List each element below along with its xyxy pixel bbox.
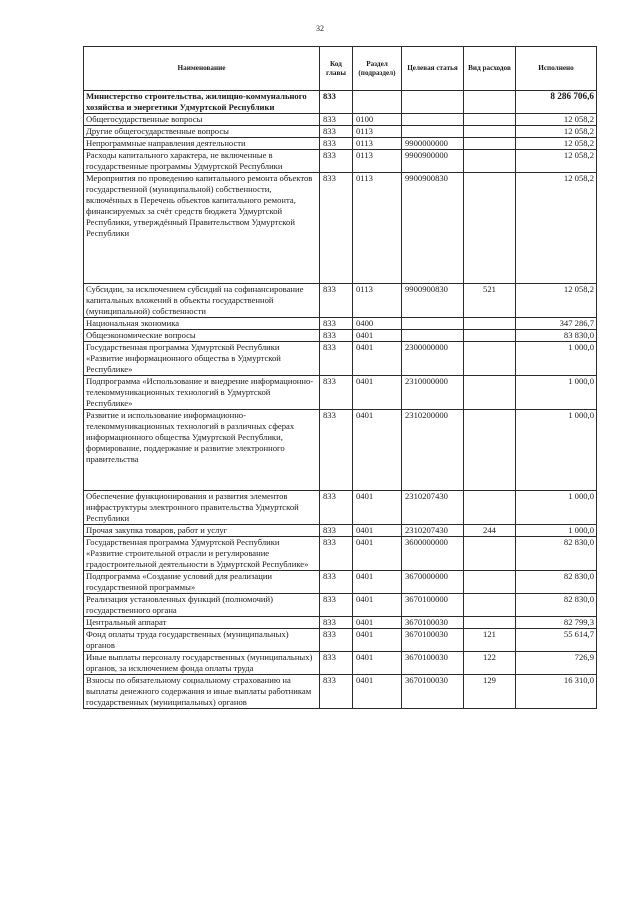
cell-code: 833 [320,173,353,284]
cell-target: 2310200000 [402,410,464,491]
table-row [84,91,597,114]
cell-type [464,318,516,330]
cell-target: 9900900000 [402,150,464,173]
table-row [84,594,597,617]
cell-code: 833 [320,537,353,571]
cell-section: 0401 [353,629,402,652]
cell-executed: 82 830,0 [516,571,597,594]
cell-target: 3670100030 [402,675,464,709]
cell-name: Национальная экономика [84,318,320,330]
cell-target: 2310000000 [402,376,464,410]
cell-executed: 347 286,7 [516,318,597,330]
cell-type [464,491,516,525]
cell-name: Государственная программа Удмуртской Республики «Развитие строительной отрасли и регулирование градостроительной деятельности в Удмуртской Республике» [84,537,320,571]
table-row [84,537,597,571]
cell-type: 129 [464,675,516,709]
table-row [84,376,597,410]
cell-name: Другие общегосударственные вопросы [84,126,320,138]
cell-executed: 1 000,0 [516,410,597,491]
cell-type [464,126,516,138]
cell-executed: 12 058,2 [516,284,597,318]
cell-section: 0113 [353,150,402,173]
cell-target [402,318,464,330]
cell-type [464,150,516,173]
cell-name: Министерство строительства, жилищно-коммунального хозяйства и энергетики Удмуртской Республики [84,91,320,114]
cell-name: Фонд оплаты труда государственных (муниципальных) органов [84,629,320,652]
table-row [84,571,597,594]
cell-name: Общеэкономические вопросы [84,330,320,342]
cell-code: 833 [320,525,353,537]
cell-section: 0401 [353,617,402,629]
cell-name: Субсидии, за исключением субсидий на софинансирование капитальных вложений в объекты государственной (муниципальной) собственности [84,284,320,318]
cell-code: 833 [320,629,353,652]
cell-section: 0113 [353,126,402,138]
cell-type: 122 [464,652,516,675]
cell-executed: 82 830,0 [516,594,597,617]
cell-target: 2300000000 [402,342,464,376]
header-executed: Исполнено [516,47,597,91]
cell-target: 2310207430 [402,491,464,525]
table-row [84,629,597,652]
cell-code: 833 [320,617,353,629]
cell-name: Развитие и использование информационно-телекоммуникационных технологий в различных сферах информационного общества Удмуртской Республики, формирование, поддержание и развитие электронного правительства [84,410,320,491]
cell-target: 3600000000 [402,537,464,571]
cell-section: 0401 [353,525,402,537]
cell-code: 833 [320,342,353,376]
cell-executed: 1 000,0 [516,525,597,537]
cell-code: 833 [320,594,353,617]
cell-target [402,91,464,114]
cell-target: 9900000000 [402,138,464,150]
cell-executed: 1 000,0 [516,342,597,376]
cell-type [464,376,516,410]
cell-section [353,91,402,114]
cell-executed: 82 799,3 [516,617,597,629]
cell-type [464,91,516,114]
cell-code: 833 [320,330,353,342]
table-row [84,173,597,284]
cell-code: 833 [320,410,353,491]
cell-type [464,114,516,126]
cell-target [402,114,464,126]
cell-type [464,617,516,629]
cell-name: Взносы по обязательному социальному страхованию на выплаты денежного содержания и иные выплаты работникам государственных (муниципальных) органов [84,675,320,709]
table-row [84,525,597,537]
cell-section: 0401 [353,537,402,571]
cell-executed: 1 000,0 [516,376,597,410]
cell-executed: 82 830,0 [516,537,597,571]
table-row [84,410,597,491]
cell-section: 0113 [353,138,402,150]
cell-section: 0401 [353,376,402,410]
cell-name: Общегосударственные вопросы [84,114,320,126]
cell-target: 9900900830 [402,173,464,284]
cell-code: 833 [320,652,353,675]
cell-code: 833 [320,675,353,709]
cell-target [402,330,464,342]
cell-name: Расходы капитального характера, не включенные в государственные программы Удмуртской Республики [84,150,320,173]
cell-section: 0401 [353,330,402,342]
cell-executed: 55 614,7 [516,629,597,652]
cell-target [402,126,464,138]
cell-target: 3670000000 [402,571,464,594]
budget-table [83,46,597,709]
page-number: 32 [316,24,324,33]
cell-code: 833 [320,114,353,126]
cell-code: 833 [320,491,353,525]
cell-executed: 12 058,2 [516,150,597,173]
cell-code: 833 [320,284,353,318]
cell-name: Обеспечение функционирования и развития элементов инфраструктуры электронного правительства Удмуртской Республики [84,491,320,525]
cell-name: Непрограммные направления деятельности [84,138,320,150]
cell-type [464,173,516,284]
cell-section: 0100 [353,114,402,126]
cell-section: 0113 [353,284,402,318]
cell-executed: 12 058,2 [516,173,597,284]
cell-section: 0401 [353,571,402,594]
table-row [84,330,597,342]
cell-type [464,571,516,594]
table-row [84,491,597,525]
cell-code: 833 [320,318,353,330]
table-row [84,284,597,318]
cell-target: 2310207430 [402,525,464,537]
table-row [84,652,597,675]
cell-section: 0401 [353,675,402,709]
cell-target: 9900900830 [402,284,464,318]
table-row [84,150,597,173]
cell-type [464,330,516,342]
cell-target: 3670100000 [402,594,464,617]
table-header-row [84,47,597,91]
cell-target: 3670100030 [402,629,464,652]
cell-type [464,537,516,571]
header-code: Код главы [320,47,353,91]
cell-code: 833 [320,150,353,173]
cell-target: 3670100030 [402,652,464,675]
cell-section: 0401 [353,652,402,675]
header-name: Наименование [84,47,320,91]
cell-name: Мероприятия по проведению капитального ремонта объектов государственной (муниципальной) собственности, включённых в Перечень объектов капитального ремонта, финансируемых за счёт средств бюджета Удмуртской Республики, утверждённый Правительством Удмуртской Республики [84,173,320,284]
cell-name: Иные выплаты персоналу государственных (муниципальных) органов, за исключением фонда оплаты труда [84,652,320,675]
cell-executed: 726,9 [516,652,597,675]
table-row [84,675,597,709]
cell-section: 0113 [353,173,402,284]
cell-type: 121 [464,629,516,652]
cell-name: Реализация установленных функций (полномочий) государственного органа [84,594,320,617]
cell-executed: 12 058,2 [516,114,597,126]
cell-section: 0401 [353,491,402,525]
cell-code: 833 [320,91,353,114]
cell-type [464,138,516,150]
cell-name: Подпрограмма «Создание условий для реализации государственной программы» [84,571,320,594]
cell-name: Центральный аппарат [84,617,320,629]
header-type: Вид расходов [464,47,516,91]
cell-code: 833 [320,138,353,150]
cell-executed: 8 286 706,6 [516,91,597,114]
cell-executed: 12 058,2 [516,126,597,138]
table-row [84,138,597,150]
cell-type: 244 [464,525,516,537]
cell-executed: 83 830,0 [516,330,597,342]
table-row [84,114,597,126]
cell-code: 833 [320,571,353,594]
cell-type [464,594,516,617]
cell-type [464,342,516,376]
table-row [84,126,597,138]
table-row [84,318,597,330]
cell-executed: 12 058,2 [516,138,597,150]
header-target: Целевая статья [402,47,464,91]
cell-code: 833 [320,126,353,138]
cell-section: 0401 [353,594,402,617]
cell-executed: 16 310,0 [516,675,597,709]
table-row [84,617,597,629]
cell-name: Государственная программа Удмуртской Республики «Развитие информационного общества в Удмуртской Республике» [84,342,320,376]
cell-section: 0401 [353,410,402,491]
cell-type: 521 [464,284,516,318]
cell-section: 0401 [353,342,402,376]
cell-type [464,410,516,491]
cell-name: Прочая закупка товаров, работ и услуг [84,525,320,537]
cell-code: 833 [320,376,353,410]
table-row [84,342,597,376]
cell-target: 3670100030 [402,617,464,629]
cell-section: 0400 [353,318,402,330]
header-section: Раздел (подраздел) [353,47,402,91]
cell-executed: 1 000,0 [516,491,597,525]
cell-name: Подпрограмма «Использование и внедрение информационно-телекоммуникационных технологий в Удмуртской Республике» [84,376,320,410]
